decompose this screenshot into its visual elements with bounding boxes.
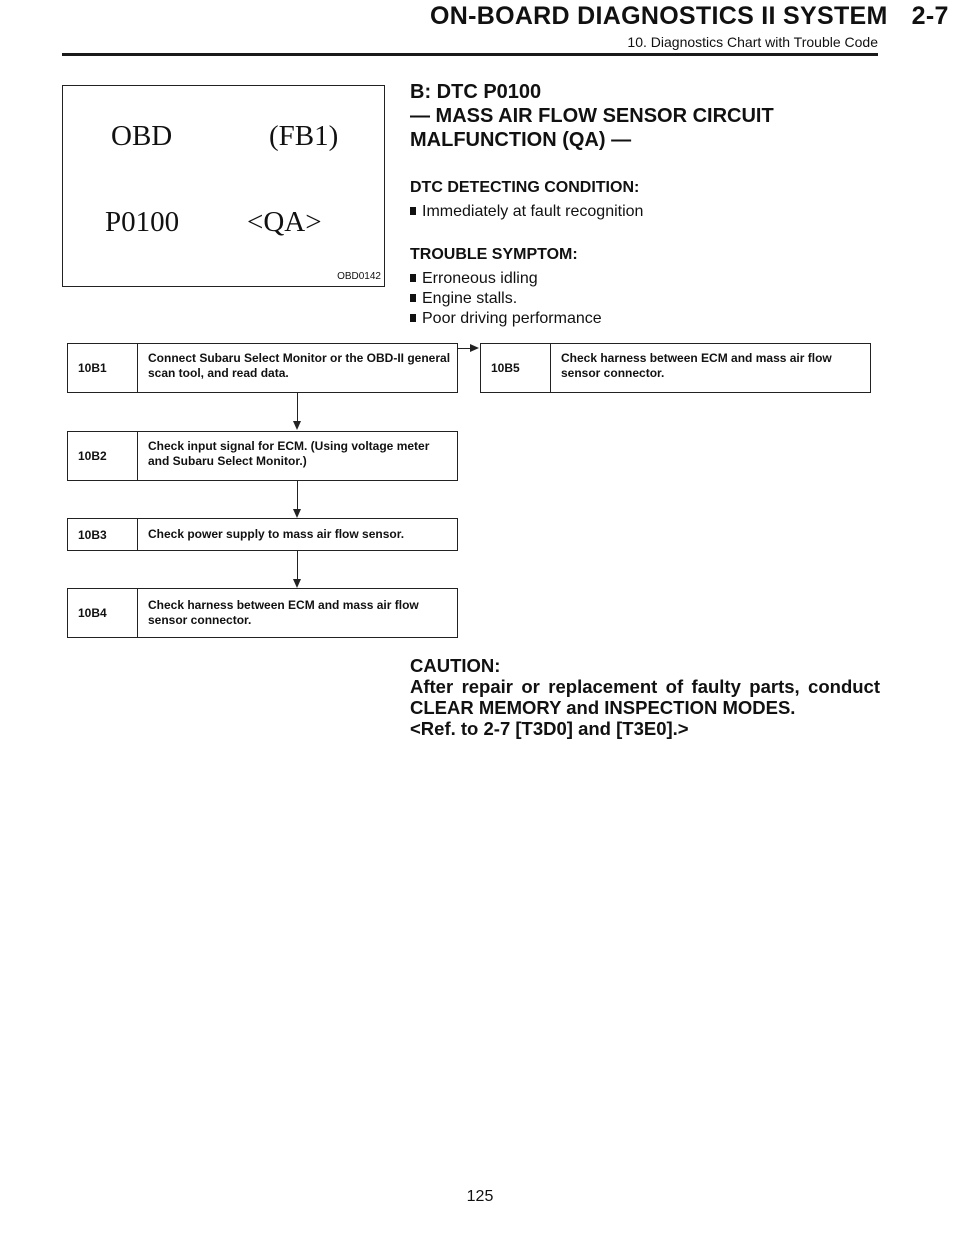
section-title-line2: — MASS AIR FLOW SENSOR CIRCUIT (410, 105, 774, 127)
figure-obd-label: OBD (111, 120, 173, 152)
detecting-condition-item: Immediately at fault recognition (410, 202, 643, 222)
trouble-symptom-heading: TROUBLE SYMPTOM: (410, 246, 578, 263)
header-subtitle: 10. Diagnostics Chart with Trouble Code (627, 34, 878, 50)
header-section-code: 2-7 (911, 2, 949, 30)
flow-step-text: Check harness between ECM and mass air flow sensor connector. (561, 351, 832, 380)
caution-line: After repair or replacement of faulty parts, conduct (410, 676, 880, 697)
bullet-icon (410, 274, 416, 282)
header-title: ON-BOARD DIAGNOSTICS II SYSTEM (430, 2, 888, 30)
figure-fb1-label: (FB1) (269, 120, 339, 152)
section-title-line3: MALFUNCTION (QA) — (410, 129, 632, 151)
bullet-icon (410, 294, 416, 302)
flow-step-10b3[interactable] (67, 518, 458, 551)
flow-step-text: Check input signal for ECM. (Using voltage meter and Subaru Select Monitor.) (148, 439, 430, 468)
flow-step-10b1[interactable] (67, 343, 458, 393)
figure-dtc-code: P0100 (105, 206, 180, 238)
flow-step-10b4[interactable] (67, 588, 458, 638)
flow-step-code: 10B3 (68, 519, 138, 550)
arrow-down-icon (293, 421, 301, 430)
trouble-symptom-item: Poor driving performance (410, 309, 602, 329)
header-title-row (430, 2, 949, 31)
page-number: 125 (466, 1188, 494, 1205)
section-title (410, 80, 880, 152)
flow-connector-down (297, 551, 298, 581)
flow-step-10b2[interactable] (67, 431, 458, 481)
bullet-icon (410, 207, 416, 215)
figure-id: OBD0142 (337, 271, 381, 282)
arrow-down-icon (293, 579, 301, 588)
caution-heading: CAUTION: (410, 655, 501, 676)
trouble-symptom-item: Erroneous idling (410, 269, 538, 289)
flow-connector-down (297, 393, 298, 423)
flow-connector-down (297, 481, 298, 511)
caution-line: CLEAR MEMORY and INSPECTION MODES. (410, 697, 796, 718)
flow-step-text: Connect Subaru Select Monitor or the OBD-II general scan tool, and read data. (148, 351, 451, 380)
flow-step-code: 10B4 (68, 589, 138, 637)
flow-step-code: 10B2 (68, 432, 138, 480)
flow-step-code: 10B1 (68, 344, 138, 392)
arrow-down-icon (293, 509, 301, 518)
figure-qa-label: <QA> (247, 206, 322, 238)
header-rule (62, 53, 878, 56)
caution-block (410, 655, 880, 739)
caution-reference-link[interactable]: <Ref. to 2-7 [T3D0] and [T3E0].> (410, 718, 689, 739)
bullet-icon (410, 314, 416, 322)
section-title-line1: B: DTC P0100 (410, 81, 542, 103)
flow-step-code: 10B5 (481, 344, 551, 392)
select-monitor-display-figure (62, 85, 385, 287)
flow-step-text: Check harness between ECM and mass air flow sensor connector. (148, 598, 419, 627)
trouble-symptom-item: Engine stalls. (410, 289, 517, 309)
flow-step-10b5[interactable] (480, 343, 871, 393)
arrow-right-icon (470, 344, 479, 352)
detecting-condition-heading: DTC DETECTING CONDITION: (410, 179, 640, 196)
flow-step-text: Check power supply to mass air flow sensor. (148, 527, 405, 541)
